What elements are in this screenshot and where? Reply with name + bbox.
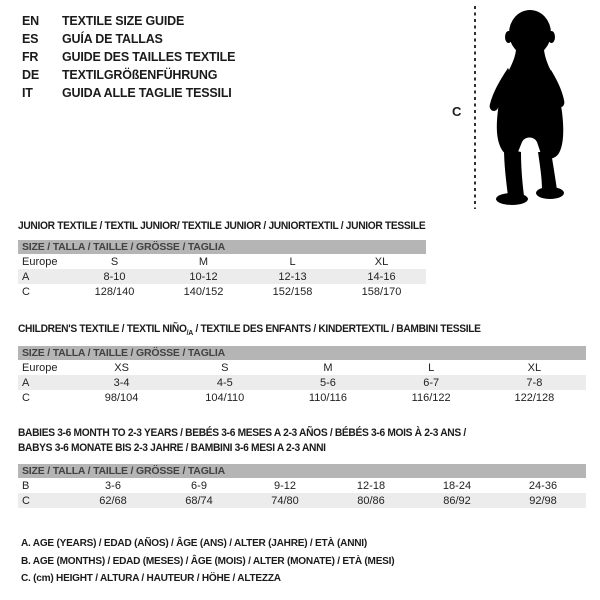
- language-row-de: [22, 66, 235, 84]
- language-label: GUIDA ALLE TAGLIE TESSILI: [62, 86, 232, 100]
- row-label: Europe: [22, 361, 58, 374]
- language-code: EN: [22, 14, 39, 28]
- row-label: A: [18, 269, 70, 284]
- size-cell: S: [110, 255, 119, 268]
- language-list: [22, 12, 235, 102]
- size-cell: 74/80: [242, 493, 328, 508]
- size-band-label: SIZE / TALLA / TAILLE / GRÖSSE / TAGLIA: [18, 464, 586, 478]
- size-cell: 18-24: [442, 479, 472, 492]
- babies-title-line2: BABYS 3-6 MONATE BIS 2-3 JAHRE / BAMBINI 3-6 MESI A 2-3 ANNI: [18, 442, 326, 454]
- size-cell: 116/122: [411, 391, 451, 404]
- size-cell: 98/104: [104, 391, 139, 404]
- footnote-legend: [21, 535, 410, 588]
- size-cell: 3-6: [105, 479, 121, 492]
- size-cell: 92/98: [500, 493, 586, 508]
- size-cell: 86/92: [414, 493, 500, 508]
- footnote-c: C. (cm) HEIGHT / ALTURA / HAUTEUR / HÖHE / ALTEZZA: [21, 572, 281, 584]
- table-row: [18, 254, 426, 269]
- footnote-a: A. AGE (YEARS) / EDAD (AÑOS) / ÂGE (ANS) / ALTER (JAHRE) / ETÀ (ANNI): [21, 537, 367, 549]
- language-label: GUÍA DE TALLAS: [62, 32, 163, 46]
- size-cell: 6-7: [380, 375, 483, 390]
- row-label: Europe: [22, 255, 58, 268]
- size-cell: 5-6: [276, 375, 379, 390]
- babies-section-title: [18, 426, 466, 456]
- childrens-size-table: [18, 346, 586, 405]
- language-code: ES: [22, 32, 39, 46]
- language-code: DE: [22, 68, 39, 82]
- language-label: TEXTILE SIZE GUIDE: [62, 14, 185, 28]
- size-cell: M: [198, 255, 209, 268]
- size-cell: 4-5: [173, 375, 276, 390]
- junior-section-title: JUNIOR TEXTILE / TEXTIL JUNIOR/ TEXTILE JUNIOR / JUNIORTEXTIL / JUNIOR TESSILE: [18, 220, 426, 232]
- size-cell: XL: [527, 361, 542, 374]
- size-cell: 68/74: [156, 493, 242, 508]
- table-row: [18, 493, 586, 508]
- size-cell: 80/86: [328, 493, 414, 508]
- size-cell: 24-36: [528, 479, 558, 492]
- size-cell: 152/158: [272, 285, 313, 298]
- height-figure: [440, 2, 596, 216]
- size-cell: 7-8: [483, 375, 586, 390]
- size-cell: 158/170: [361, 285, 402, 298]
- language-code: IT: [22, 86, 33, 100]
- size-cell: 128/140: [94, 285, 135, 298]
- size-cell: 110/116: [308, 391, 348, 404]
- size-cell: L: [428, 361, 435, 374]
- size-cell: 9-12: [273, 479, 297, 492]
- size-cell: 12-13: [248, 269, 337, 284]
- size-cell: S: [221, 361, 229, 374]
- table-row: [18, 390, 586, 405]
- title-text: CHILDREN'S TEXTILE / TEXTIL NIÑO: [18, 323, 187, 335]
- size-cell: 104/110: [205, 391, 245, 404]
- size-cell: 10-12: [159, 269, 248, 284]
- babies-title-line1: BABIES 3-6 MONTH TO 2-3 YEARS / BEBÉS 3-6 MESES A 2-3 AÑOS / BÉBÉS 3-6 MOIS À 2-3 ANS /: [18, 427, 466, 439]
- babies-size-table: [18, 464, 586, 508]
- language-row-en: [22, 12, 235, 30]
- baby-silhouette-icon: [482, 8, 578, 208]
- junior-size-table: [18, 240, 426, 299]
- table-row: [18, 375, 586, 390]
- row-label: C: [18, 493, 70, 508]
- language-label: TEXTILGRÖßENFÜHRUNG: [62, 68, 218, 82]
- language-row-it: [22, 84, 235, 102]
- size-cell: XS: [114, 361, 129, 374]
- size-cell: 8-10: [70, 269, 159, 284]
- row-label: A: [18, 375, 70, 390]
- size-band-label: SIZE / TALLA / TAILLE / GRÖSSE / TAGLIA: [18, 346, 586, 360]
- title-text: / TEXTILE DES ENFANTS / KINDERTEXTIL / BAMBINI TESSILE: [192, 323, 481, 335]
- row-label: B: [22, 479, 30, 492]
- size-band-label: SIZE / TALLA / TAILLE / GRÖSSE / TAGLIA: [18, 240, 426, 254]
- size-cell: L: [289, 255, 296, 268]
- language-row-fr: [22, 48, 235, 66]
- footnote-b: B. AGE (MONTHS) / EDAD (MESES) / ÂGE (MOIS) / ALTER (MONATE) / ETÀ (MESI): [21, 554, 395, 567]
- size-cell: 140/152: [183, 285, 224, 298]
- size-cell: 122/128: [514, 391, 555, 404]
- height-marker-line: [474, 6, 476, 209]
- language-label: GUIDE DES TAILLES TEXTILE: [62, 50, 236, 64]
- table-row: [18, 360, 586, 375]
- size-cell: M: [323, 361, 333, 374]
- size-cell: 62/68: [70, 493, 156, 508]
- table-row: [18, 284, 426, 299]
- language-row-es: [22, 30, 235, 48]
- height-marker-label: C: [452, 104, 462, 119]
- row-label: C: [22, 285, 30, 298]
- table-row: [18, 478, 586, 493]
- size-cell: 3-4: [70, 375, 173, 390]
- size-cell: 14-16: [337, 269, 426, 284]
- childrens-section-title: [18, 322, 481, 340]
- size-cell: 12-18: [356, 479, 386, 492]
- title-subscript: /A: [186, 328, 193, 338]
- language-code: FR: [22, 50, 39, 64]
- size-cell: XL: [374, 255, 389, 268]
- row-label: C: [22, 391, 30, 404]
- size-cell: 6-9: [191, 479, 207, 492]
- table-row: [18, 269, 426, 284]
